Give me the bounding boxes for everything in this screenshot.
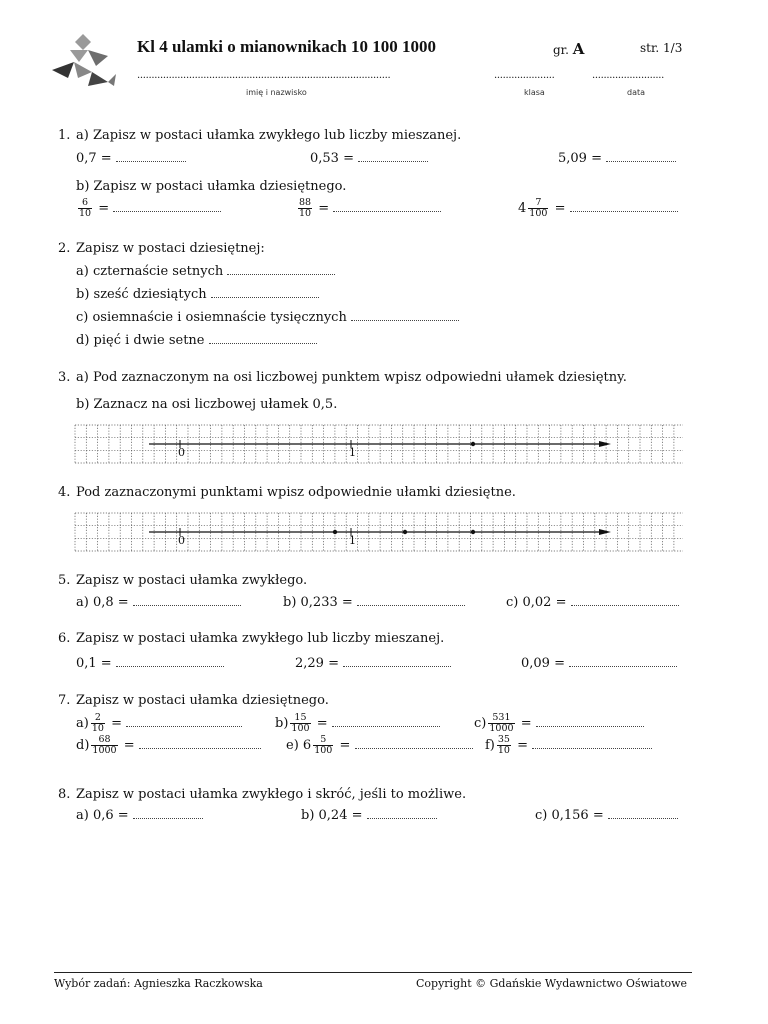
page-title: Kl 4 ulamki o mianownikach 10 100 1000: [137, 37, 436, 56]
q7-item-c: c) $\frac{531}{1000}$ =: [474, 713, 644, 734]
arrow-head: [599, 441, 611, 447]
footer-author: Wybór zadań: Agnieszka Raczkowska: [54, 977, 263, 990]
q5-item-a: a) 0,8 =: [76, 595, 241, 610]
class-caption: klasa: [524, 88, 545, 97]
marked-point: [471, 442, 475, 446]
q6-item-2: 2,29 =: [295, 656, 451, 671]
q1-b-item-3: 4 $\frac{7}{100}$ =: [518, 198, 678, 219]
q4-number: 4.: [58, 485, 71, 500]
q6-item-1: 0,1 =: [76, 656, 224, 671]
fraction: $\frac{6}{10}$: [79, 197, 92, 219]
q7-item-e: e) 6 $\frac{5}{100}$ =: [286, 735, 473, 756]
q6-instruction: Zapisz w postaci ułamka zwykłego lub liczby mieszanej.: [76, 631, 445, 646]
class-field[interactable]: .....................: [494, 70, 555, 81]
answer-blank[interactable]: [116, 656, 224, 667]
axis-label-one: 1: [349, 534, 356, 547]
q7-item-a: a) $\frac{2}{10}$ =: [76, 713, 242, 734]
q8-item-b: b) 0,24 =: [301, 808, 437, 823]
q3-a-instruction: a) Pod zaznaczonym na osi liczbowej punktem wpisz odpowiedni ułamek dziesiętny.: [76, 370, 627, 385]
answer-blank[interactable]: [357, 595, 465, 606]
fraction: $\frac{7}{100}$: [529, 197, 548, 219]
q1-b-item-1: $\frac{6}{10}$ =: [76, 198, 221, 219]
footer-divider: [54, 972, 692, 973]
fraction: $\frac{88}{10}$: [299, 197, 312, 219]
q1-a-item-3: 5,09 =: [558, 151, 676, 166]
q1-b-instruction: b) Zapisz w postaci ułamka dziesiętnego.: [76, 179, 347, 194]
answer-blank[interactable]: [333, 201, 441, 212]
q1-number: 1.: [58, 128, 71, 143]
q7-item-b: b) $\frac{15}{100}$ =: [275, 713, 440, 734]
q6-item-3: 0,09 =: [521, 656, 677, 671]
answer-blank[interactable]: [571, 595, 679, 606]
fraction: $\frac{2}{10}$: [91, 712, 104, 734]
answer-blank[interactable]: [133, 595, 241, 606]
answer-blank[interactable]: [355, 738, 473, 749]
answer-blank[interactable]: [113, 201, 221, 212]
group-label: gr. A: [553, 40, 585, 58]
q2-item-b: b) sześć dziesiątych: [76, 287, 319, 302]
q8-instruction: Zapisz w postaci ułamka zwykłego i skróć, jeśli to możliwe.: [76, 787, 467, 802]
q5-item-b: b) 0,233 =: [283, 595, 465, 610]
q3-number: 3.: [58, 370, 71, 385]
answer-blank[interactable]: [133, 808, 203, 819]
answer-blank[interactable]: [227, 264, 335, 275]
q1-b-item-2: $\frac{88}{10}$ =: [296, 198, 441, 219]
axis-label-zero: 0: [178, 534, 185, 547]
answer-blank[interactable]: [570, 201, 678, 212]
name-field[interactable]: ........................................................................................: [137, 70, 391, 81]
q2-number: 2.: [58, 241, 71, 256]
answer-blank[interactable]: [367, 808, 437, 819]
answer-blank[interactable]: [126, 716, 242, 727]
q7-number: 7.: [58, 693, 71, 708]
answer-blank[interactable]: [569, 656, 677, 667]
answer-blank[interactable]: [351, 310, 459, 321]
answer-blank[interactable]: [139, 738, 261, 749]
q7-instruction: Zapisz w postaci ułamka dziesiętnego.: [76, 693, 329, 708]
marked-point: [333, 530, 337, 534]
q2-item-c: c) osiemnaście i osiemnaście tysięcznych: [76, 310, 459, 325]
q5-item-c: c) 0,02 =: [506, 595, 679, 610]
arrow-head: [599, 529, 611, 535]
q6-number: 6.: [58, 631, 71, 646]
publisher-logo: [48, 32, 120, 94]
q5-number: 5.: [58, 573, 71, 588]
axis-label-zero: 0: [178, 446, 185, 459]
q2-instruction: Zapisz w postaci dziesiętnej:: [76, 241, 265, 256]
date-field[interactable]: .........................: [592, 70, 664, 81]
fraction: $\frac{35}{10}$: [497, 734, 510, 756]
answer-blank[interactable]: [606, 151, 676, 162]
page-number: str. 1/3: [640, 41, 683, 55]
q1-a-item-1: 0,7 =: [76, 151, 186, 166]
marked-point: [403, 530, 407, 534]
fraction: $\frac{5}{100}$: [314, 734, 333, 756]
name-caption: imię i nazwisko: [246, 88, 307, 97]
answer-blank[interactable]: [116, 151, 186, 162]
answer-blank[interactable]: [358, 151, 428, 162]
footer-copyright: Copyright © Gdańskie Wydawnictwo Oświatowe: [416, 977, 688, 990]
answer-blank[interactable]: [209, 333, 317, 344]
q8-item-a: a) 0,6 =: [76, 808, 203, 823]
number-line-grid[interactable]: [75, 513, 683, 551]
answer-blank[interactable]: [608, 808, 678, 819]
date-caption: data: [627, 88, 646, 97]
answer-blank[interactable]: [211, 287, 319, 298]
q1-a-item-2: 0,53 =: [310, 151, 428, 166]
fraction: $\frac{68}{1000}$: [92, 734, 117, 756]
q5-instruction: Zapisz w postaci ułamka zwykłego.: [76, 573, 308, 588]
answer-blank[interactable]: [343, 656, 451, 667]
q8-number: 8.: [58, 787, 71, 802]
answer-blank[interactable]: [536, 716, 644, 727]
q2-item-d: d) pięć i dwie setne: [76, 333, 317, 348]
q4-instruction: Pod zaznaczonymi punktami wpisz odpowiednie ułamki dziesiętne.: [76, 485, 516, 500]
q7-item-f: f) $\frac{35}{10}$ =: [485, 735, 652, 756]
answer-blank[interactable]: [332, 716, 440, 727]
q3-b-instruction: b) Zaznacz na osi liczbowej ułamek 0,5.: [76, 397, 338, 412]
fraction: $\frac{15}{100}$: [291, 712, 310, 734]
group-value: A: [572, 40, 585, 58]
q7-item-d: d) $\frac{68}{1000}$ =: [76, 735, 261, 756]
q2-item-a: a) czternaście setnych: [76, 264, 335, 279]
number-line-grid[interactable]: [75, 425, 683, 463]
q8-item-c: c) 0,156 =: [535, 808, 678, 823]
axis-label-one: 1: [349, 446, 356, 459]
answer-blank[interactable]: [532, 738, 652, 749]
q1-a-instruction: a) Zapisz w postaci ułamka zwykłego lub liczby mieszanej.: [76, 128, 462, 143]
marked-point: [471, 530, 475, 534]
fraction: $\frac{531}{1000}$: [489, 712, 514, 734]
